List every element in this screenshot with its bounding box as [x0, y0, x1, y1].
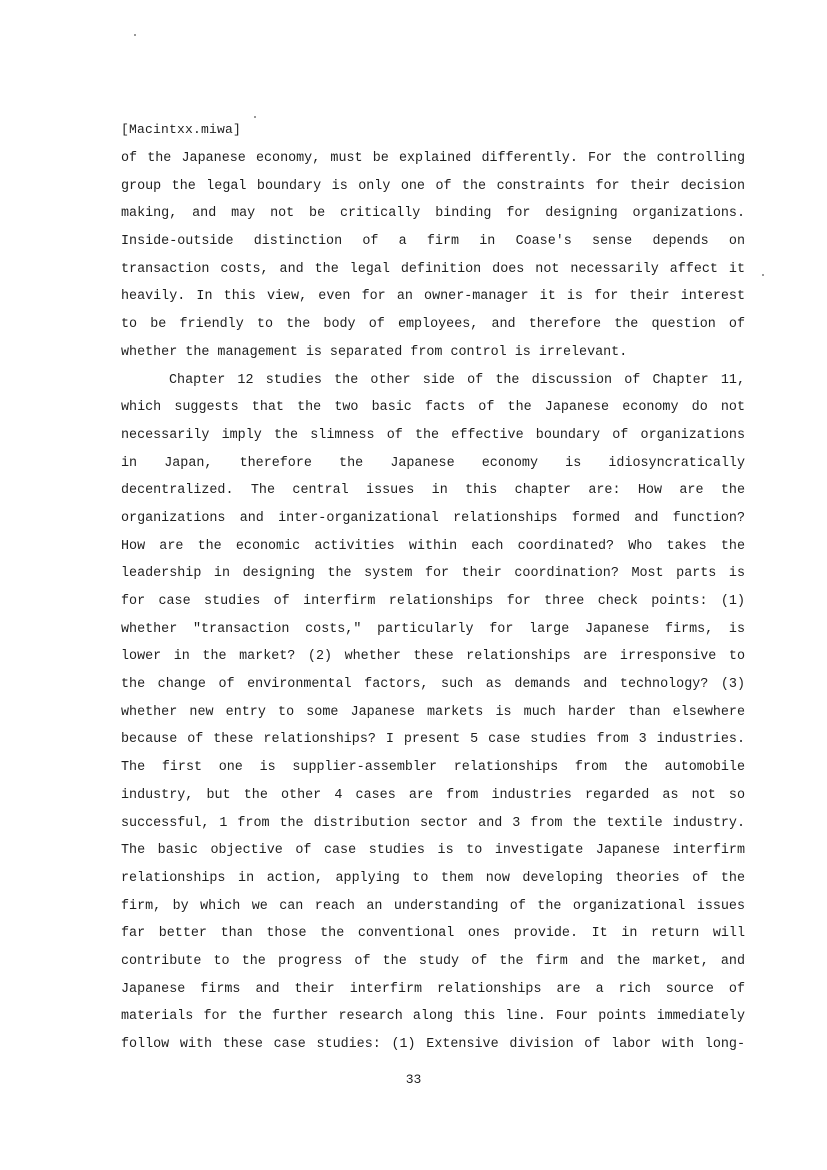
text-line: leadership in designing the system for their coordination? Most parts is — [121, 566, 745, 582]
text-line: whether new entry to some Japanese markets is much harder than elsewhere — [121, 704, 745, 720]
text-line: the change of environmental factors, such as demands and technology? (3) — [121, 677, 745, 693]
text-line: industry, but the other 4 cases are from industries regarded as not so — [121, 787, 745, 803]
scan-speck — [762, 274, 764, 276]
text-line: necessarily imply the slimness of the effective boundary of organizations — [121, 427, 745, 443]
text-line: group the legal boundary is only one of the constraints for their decision — [121, 178, 745, 194]
text-line: transaction costs, and the legal definition does not necessarily affect it — [121, 261, 745, 277]
text-line: contribute to the progress of the study of the firm and the market, and — [121, 953, 745, 969]
text-line: follow with these case studies: (1) Extensive division of labor with long- — [121, 1037, 745, 1052]
text-line: making, and may not be critically binding for designing organizations. — [121, 206, 745, 222]
text-line: of the Japanese economy, must be explained differently. For the controlling — [121, 151, 745, 166]
text-line: heavily. In this view, even for an owner-manager it is for their interest — [121, 289, 745, 305]
text-line: because of these relationships? I present 5 case studies from 3 industries. — [121, 732, 745, 748]
text-line: whether "transaction costs," particularly for large Japanese firms, is — [121, 621, 745, 637]
text-line: lower in the market? (2) whether these relationships are irresponsive to — [121, 649, 745, 665]
text-line: in Japan, therefore the Japanese economy is idiosyncratically — [121, 455, 745, 471]
text-line: to be friendly to the body of employees, and therefore the question of — [121, 317, 745, 333]
text-line: Chapter 12 studies the other side of the discussion of Chapter 11, — [169, 372, 745, 388]
text-line: which suggests that the two basic facts of the Japanese economy do not — [121, 400, 745, 416]
scan-speck — [134, 34, 136, 36]
document-header: [Macintxx.miwa] — [121, 122, 242, 137]
text-line: The first one is supplier-assembler relationships from the automobile — [121, 760, 745, 776]
text-line: relationships in action, applying to them now developing theories of the — [121, 870, 745, 886]
text-line: How are the economic activities within each coordinated? Who takes the — [121, 538, 745, 554]
text-line: successful, 1 from the distribution sector and 3 from the textile industry. — [121, 815, 745, 831]
text-line: decentralized. The central issues in this chapter are: How are the — [121, 483, 745, 499]
text-line: organizations and inter-organizational relationships formed and function? — [121, 510, 745, 526]
body-text — [121, 145, 745, 1059]
text-line: whether the management is separated from control is irrelevant. — [121, 344, 628, 360]
text-line: far better than those the conventional ones provide. It in return will — [121, 926, 745, 942]
text-line: for case studies of interfirm relationships for three check points: (1) — [121, 594, 745, 609]
page-number: 33 — [405, 1072, 422, 1087]
text-line: Japanese firms and their interfirm relationships are a rich source of — [121, 981, 745, 997]
text-line: Inside-outside distinction of a firm in Coase's sense depends on — [121, 234, 745, 250]
text-line: The basic objective of case studies is to investigate Japanese interfirm — [121, 843, 745, 859]
text-line: materials for the further research along this line. Four points immediately — [121, 1009, 745, 1025]
text-line: firm, by which we can reach an understanding of the organizational issues — [121, 898, 745, 914]
scan-speck — [254, 116, 256, 118]
